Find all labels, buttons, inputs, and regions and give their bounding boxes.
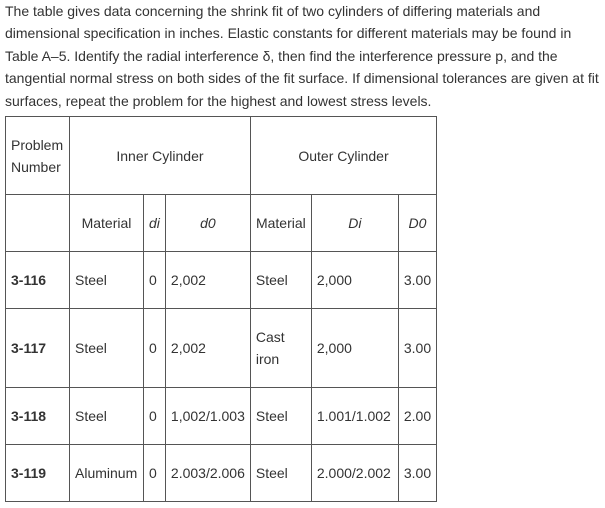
outer-material: Cast iron: [250, 309, 311, 388]
header-outer-cylinder: Outer Cylinder: [250, 117, 436, 195]
table-row: [6, 445, 437, 502]
outer-D0: 2.00: [398, 388, 436, 445]
subheader-outer-material: Material: [250, 195, 311, 252]
outer-D0: 3.00: [398, 309, 436, 388]
outer-material: Steel: [250, 252, 311, 309]
subheader-D0: D0: [398, 195, 436, 252]
table-row: [6, 252, 437, 309]
inner-material: Steel: [70, 388, 144, 445]
table-row: [6, 388, 437, 445]
problem-number: 3-116: [6, 252, 70, 309]
inner-di: 0: [144, 445, 166, 502]
outer-Di: 2,000: [311, 309, 398, 388]
inner-material: Aluminum: [70, 445, 144, 502]
table-row: [6, 309, 437, 388]
inner-di: 0: [144, 388, 166, 445]
inner-d0: 1,002/1.003: [165, 388, 250, 445]
outer-Di: 2,000: [311, 252, 398, 309]
outer-material: Steel: [250, 445, 311, 502]
inner-di: 0: [144, 252, 166, 309]
header-inner-cylinder: Inner Cylinder: [70, 117, 251, 195]
subheader-di: di: [144, 195, 166, 252]
problem-number: 3-119: [6, 445, 70, 502]
table-subheader-row: [6, 195, 437, 252]
problem-number: 3-117: [6, 309, 70, 388]
subheader-Di: Di: [311, 195, 398, 252]
inner-d0: 2.003/2.006: [165, 445, 250, 502]
inner-d0: 2,002: [165, 309, 250, 388]
problem-statement: The table gives data concerning the shrink fit of two cylinders of differing materials and dimensional specification in inches. Elastic constants for different materials may be found in Table A–5. Identify the radial interference δ, then find the interference pressure p, and the tangential normal stress on both sides of the fit surface. If dimensional tolerances are given at fit surfaces, repeat the problem for the highest and lowest stress levels.: [5, 3, 599, 109]
inner-material: Steel: [70, 252, 144, 309]
subheader-empty-cell: [6, 195, 70, 252]
cylinder-spec-table: [5, 116, 437, 502]
outer-material: Steel: [250, 388, 311, 445]
table-header-row: [6, 117, 437, 195]
outer-D0: 3.00: [398, 252, 436, 309]
inner-material: Steel: [70, 309, 144, 388]
header-problem-number: Problem Number: [6, 117, 70, 195]
subheader-d0: d0: [165, 195, 250, 252]
outer-Di: 1.001/1.002: [311, 388, 398, 445]
inner-d0: 2,002: [165, 252, 250, 309]
outer-D0: 3.00: [398, 445, 436, 502]
subheader-inner-material: Material: [70, 195, 144, 252]
problem-number: 3-118: [6, 388, 70, 445]
outer-Di: 2.000/2.002: [311, 445, 398, 502]
inner-di: 0: [144, 309, 166, 388]
